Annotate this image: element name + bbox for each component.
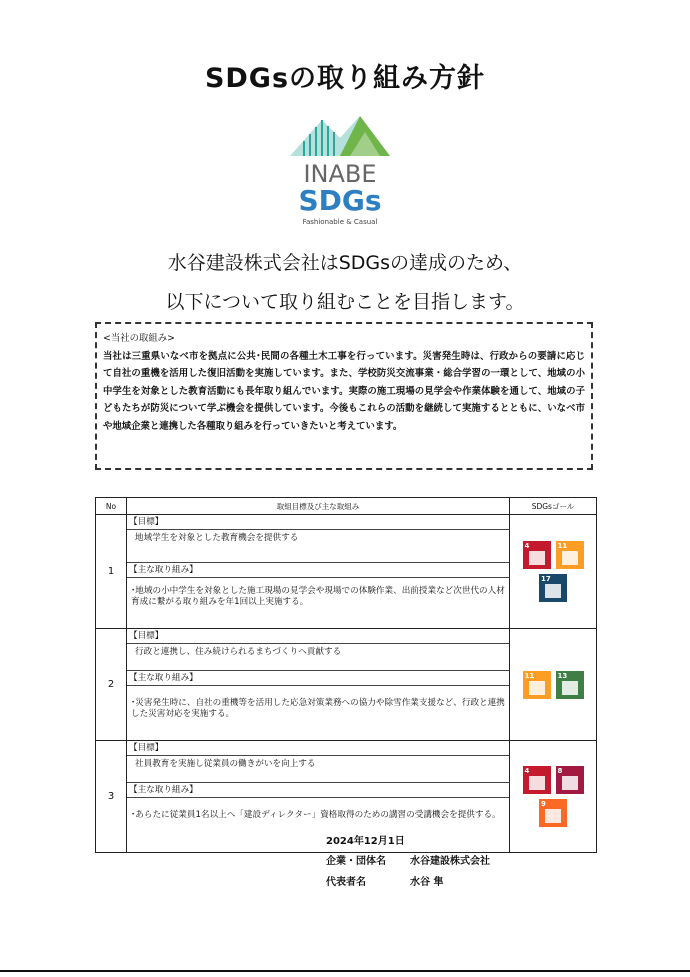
table-row [96, 629, 597, 741]
target-text: 社員教育を実施し従業員の働きがいを向上する [127, 756, 509, 783]
row-number: 2 [96, 629, 127, 741]
signature-date: 2024年12月1日 [326, 836, 405, 847]
action-label: 【主な取り組み】 [127, 671, 509, 686]
row-content [127, 629, 510, 741]
action-text: ･あらたに従業員1名以上へ「建設ディレクター」資格取得のための講習の受講機会を提供する。 [131, 810, 501, 820]
headline-line-2: 以下について取り組むことを目指します。 [165, 291, 525, 313]
header-no: No [96, 498, 127, 515]
row-number: 3 [96, 741, 127, 853]
efforts-heading: <当社の取組み> [103, 333, 175, 344]
org-label: 企業・団体名 [326, 856, 386, 867]
header-goals: SDGsゴール [510, 498, 597, 515]
target-label: 【目標】 [127, 515, 509, 530]
growth-chart-icon: 8 [556, 766, 584, 794]
representative-name: 水谷 隼 [410, 877, 444, 888]
action-label: 【主な取り組み】 [127, 563, 509, 578]
page-title: SDGsの取り組み方針 [204, 63, 486, 94]
inabe-sdgs-logo [280, 112, 400, 230]
row-content [127, 741, 510, 853]
city-buildings-icon: 11 [523, 671, 551, 699]
action-text: ･地域の小中学生を対象とした施工現場の見学会や現場での体験作業、出前授業など次世代の人材育成に繋がる取り組みを年1回以上実施する。 [131, 586, 505, 607]
logo-mountain-icon [280, 112, 400, 230]
target-label: 【目標】 [127, 629, 509, 644]
goal-icons [510, 629, 597, 741]
header-main: 取組目標及び主な取組み [127, 498, 510, 515]
representative-label: 代表者名 [326, 877, 366, 888]
bottom-border [0, 970, 690, 972]
target-label: 【目標】 [127, 741, 509, 756]
action-label: 【主な取り組み】 [127, 783, 509, 798]
goal-icons [510, 741, 597, 853]
table-header-row [96, 498, 597, 515]
goal-icons [510, 515, 597, 629]
city-buildings-icon: 11 [556, 541, 584, 569]
target-text: 行政と連携し、住み続けられるまちづくりへ貢献する [127, 644, 509, 671]
logo-tagline: Fashionable & Casual [302, 218, 378, 226]
row-number: 1 [96, 515, 127, 629]
partnership-flower-icon: 17 [539, 574, 567, 602]
org-name: 水谷建設株式会社 [410, 856, 490, 867]
action-text: ･災害発生時に、自社の重機等を活用した応急対策業務への協力や除雪作業支援など、行政と連携した災害対応を実施する。 [131, 698, 505, 719]
company-efforts-box [95, 322, 593, 470]
row-content [127, 515, 510, 629]
logo-inabe-text: INABE [303, 160, 377, 188]
infrastructure-cubes-icon: 9 [539, 799, 567, 827]
climate-eye-icon: 13 [556, 671, 584, 699]
sdgs-goals-table [95, 497, 597, 853]
table-row [96, 515, 597, 629]
logo-sdgs-text: SDGs [298, 184, 382, 217]
headline-line-1: 水谷建設株式会社はSDGsの達成のため、 [167, 252, 523, 274]
education-book-icon: 4 [523, 541, 551, 569]
education-book-icon: 4 [523, 766, 551, 794]
target-text: 地域学生を対象とした教育機会を提供する [127, 530, 509, 563]
efforts-body: 当社は三重県いなべ市を拠点に公共･民間の各種土木工事を行っています。災害発生時は、行政からの要請に応じて自社の重機を活用した復旧活動を実施しています。また、学校防災交流事業・総合学習の一環として、地域の小中学生を対象とした教育活動にも長年取り組んでいます。実際の施工現場の見学会や作業体験を通して、地域の子どもたちが防災について学ぶ機会を提供しています。今後もこれらの活動を継続して実施するとともに、いなべ市や地域企業と連携した各種取り組みを行っていきたいと考えています。 [103, 350, 585, 432]
